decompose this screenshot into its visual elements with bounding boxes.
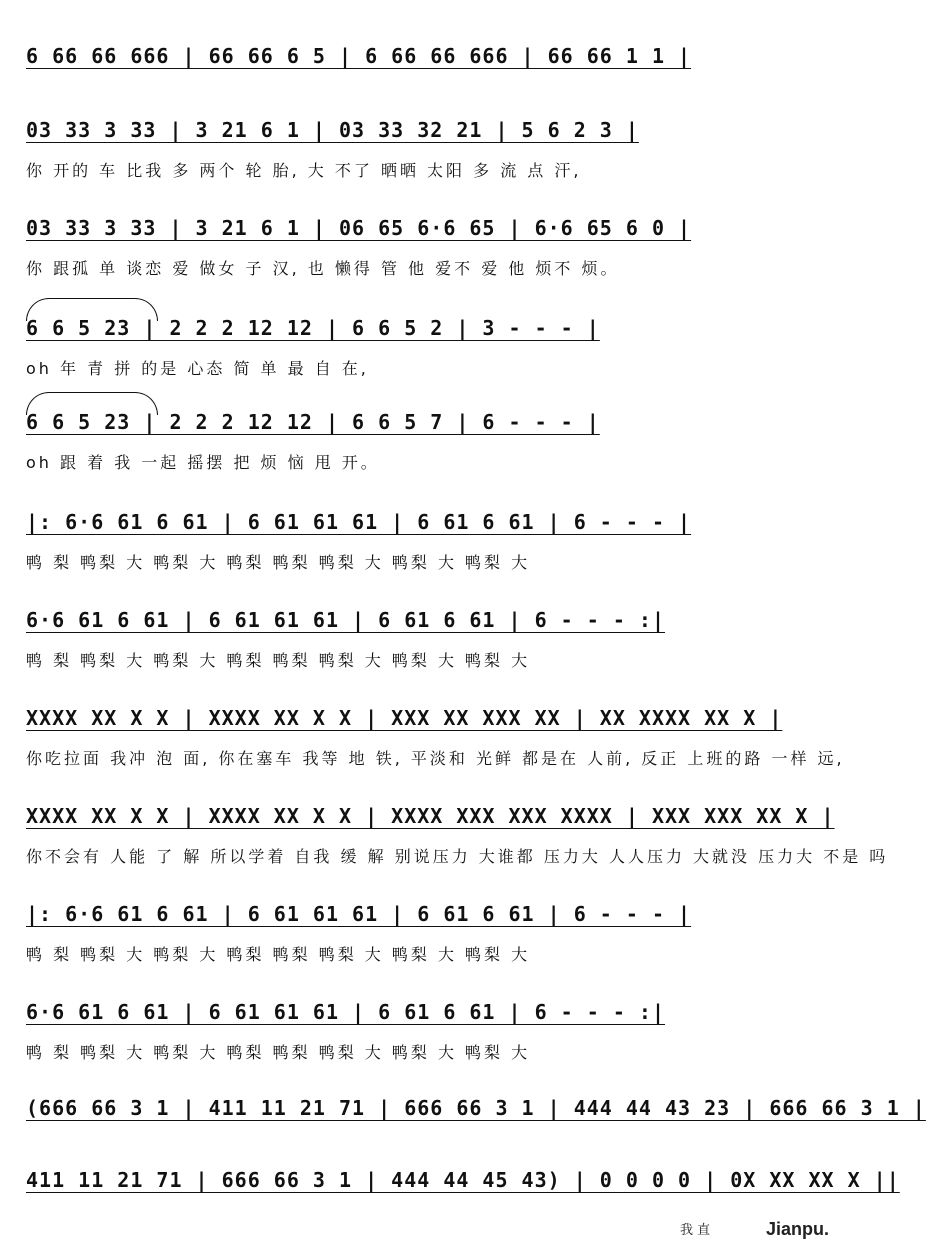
- notation-line: 03 33 3 33 | 3 21 6 1 | 06 65 6·6 65 | 6·6 65 6 0 |: [26, 216, 692, 240]
- lyrics-line: 鸭 梨 鸭梨 大 鸭梨 大 鸭梨 鸭梨 鸭梨 大 鸭梨 大 鸭梨 大: [26, 945, 531, 964]
- notation-line: XXXX XX X X | XXXX XX X X | XXXX XXX XXX XXXX | XXX XXX XX X |: [26, 804, 835, 828]
- notation-line: (666 66 3 1 | 411 11 21 71 | 666 66 3 1 | 444 44 43 23 | 666 66 3 1 |: [26, 1096, 926, 1120]
- lyrics-line: 你不会有 人能 了 解 所以学着 自我 缓 解 别说压力 大谁都 压力大 人人压力 大就没 压力大 不是 吗: [26, 847, 889, 866]
- notation-line: 6 66 66 666 | 66 66 6 5 | 6 66 66 666 | 66 66 1 1 |: [26, 44, 692, 68]
- notation-line: 6 6 5 23 | 2 2 2 12 12 | 6 6 5 2 | 3 - - - |: [26, 316, 600, 340]
- notation-line: XXXX XX X X | XXXX XX X X | XXX XX XXX XX | XX XXXX XX X |: [26, 706, 783, 730]
- notation-line: |: 6·6 61 6 61 | 6 61 61 61 | 6 61 6 61 | 6 - - - |: [26, 510, 692, 534]
- notation-line: 6 6 5 23 | 2 2 2 12 12 | 6 6 5 7 | 6 - - - |: [26, 410, 600, 434]
- lyrics-line: 鸭 梨 鸭梨 大 鸭梨 大 鸭梨 鸭梨 鸭梨 大 鸭梨 大 鸭梨 大: [26, 553, 531, 572]
- notation-line: |: 6·6 61 6 61 | 6 61 61 61 | 6 61 6 61 | 6 - - - |: [26, 902, 692, 926]
- lyrics-line: oh 年 青 拼 的是 心态 简 单 最 自 在,: [26, 359, 369, 378]
- notation-line: 03 33 3 33 | 3 21 6 1 | 03 33 32 21 | 5 6 2 3 |: [26, 118, 639, 142]
- lyrics-line: oh 跟 着 我 一起 摇摆 把 烦 恼 甩 开。: [26, 453, 380, 472]
- notation-line: 6·6 61 6 61 | 6 61 61 61 | 6 61 6 61 | 6 - - - :|: [26, 608, 666, 632]
- lyrics-line: 你吃拉面 我冲 泡 面, 你在塞车 我等 地 铁, 平淡和 光鲜 都是在 人前, 反正 上班的路 一样 远,: [26, 749, 845, 768]
- lyrics-line: 你 跟孤 单 谈恋 爱 做女 子 汉, 也 懒得 管 他 爱不 爱 他 烦不 烦。: [26, 259, 620, 278]
- lyrics-line: 鸭 梨 鸭梨 大 鸭梨 大 鸭梨 鸭梨 鸭梨 大 鸭梨 大 鸭梨 大: [26, 651, 531, 670]
- trailing-lyric-fragment: 我 直: [680, 1223, 711, 1238]
- lyrics-line: 鸭 梨 鸭梨 大 鸭梨 大 鸭梨 鸭梨 鸭梨 大 鸭梨 大 鸭梨 大: [26, 1043, 531, 1062]
- jianpu-watermark-logo: Jianpu.: [765, 1219, 829, 1239]
- notation-line: 411 11 21 71 | 666 66 3 1 | 444 44 45 43) | 0 0 0 0 | 0X XX XX X ||: [26, 1168, 900, 1192]
- notation-line: 6·6 61 6 61 | 6 61 61 61 | 6 61 6 61 | 6 - - - :|: [26, 1000, 666, 1024]
- lyrics-line: 你 开的 车 比我 多 两个 轮 胎, 大 不了 晒晒 太阳 多 流 点 汗,: [26, 161, 582, 180]
